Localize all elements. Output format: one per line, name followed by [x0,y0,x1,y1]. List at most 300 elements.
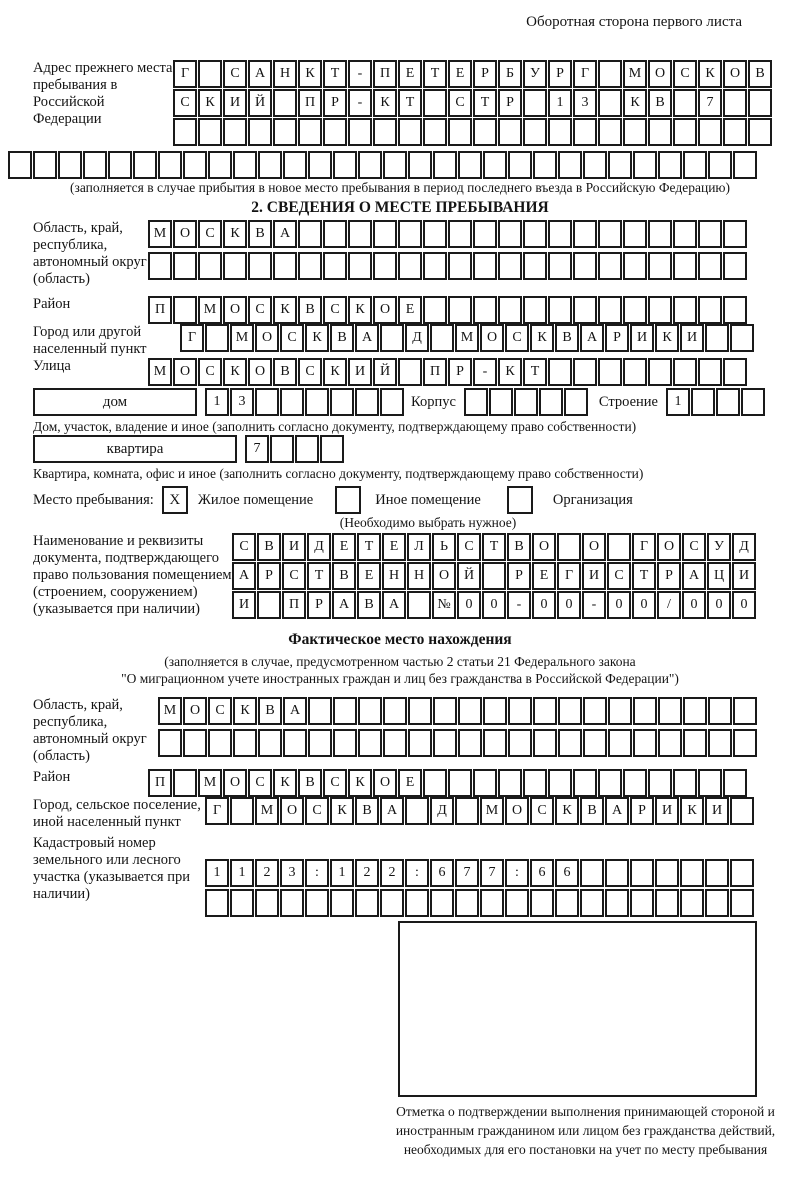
char-box [533,151,557,179]
stay-option-residential-checkbox: X [162,486,188,514]
char-box [330,889,354,917]
char-box: У [707,533,731,561]
char-box [248,252,272,280]
char-box [333,729,357,757]
char-box: 7 [455,859,479,887]
char-box: М [198,769,222,797]
char-box: Р [605,324,629,352]
char-box: С [305,797,329,825]
char-box: 0 [532,591,556,619]
prev-address-label: Адрес прежнего места пребывания в Российской Федерации [33,60,173,127]
char-box [270,435,294,463]
stay-note: (Необходимо выбрать нужное) [339,515,517,530]
char-box: А [382,591,406,619]
char-box [514,388,538,416]
char-box [598,296,622,324]
char-box: С [208,697,232,725]
char-box [433,729,457,757]
char-box: С [323,769,347,797]
char-box [433,697,457,725]
char-box: Г [205,797,229,825]
char-box: К [233,697,257,725]
char-box [330,388,354,416]
prev-address-boxes-row-2 [173,89,773,117]
char-box [473,220,497,248]
char-box: 7 [698,89,722,117]
char-box [555,889,579,917]
char-box [598,220,622,248]
char-box: Г [557,562,581,590]
char-box: Д [732,533,756,561]
char-box [398,358,422,386]
char-box [508,151,532,179]
char-box: : [305,859,329,887]
char-box [623,358,647,386]
char-box: И [655,797,679,825]
char-box [523,220,547,248]
char-box: Т [357,533,381,561]
char-box: 0 [632,591,656,619]
char-box [407,591,431,619]
char-box [373,220,397,248]
document-label: Наименование и реквизиты документа, подтверждающего право пользования помещением (строением, сооружением) (указывается при наличии) [33,533,232,617]
document-block [8,533,800,623]
char-box [608,697,632,725]
char-box: К [680,797,704,825]
stay-option-residential-label: Жилое помещение [197,492,314,508]
char-box: С [282,562,306,590]
char-box [533,729,557,757]
char-box [498,252,522,280]
char-box: С [607,562,631,590]
char-box [448,220,472,248]
char-box [580,889,604,917]
stay-type-row [33,486,800,514]
char-box: К [223,358,247,386]
char-box: В [273,358,297,386]
char-box: Й [373,358,397,386]
region-boxes-row-2 [148,252,748,280]
char-box [648,118,672,146]
stamp-box [398,921,757,1097]
char-box [733,729,757,757]
char-box [173,769,197,797]
char-box [348,252,372,280]
char-box [558,729,582,757]
char-box: К [198,89,222,117]
char-box: И [223,89,247,117]
char-box [633,729,657,757]
char-box: 0 [482,591,506,619]
char-box: Г [180,324,204,352]
char-box: А [605,797,629,825]
char-box [257,591,281,619]
char-box [598,118,622,146]
char-box [405,889,429,917]
char-box [273,89,297,117]
char-box [280,388,304,416]
char-box [573,769,597,797]
char-box [508,697,532,725]
char-box [380,889,404,917]
char-box [205,889,229,917]
char-box: Т [398,89,422,117]
char-box [630,889,654,917]
actual-region-boxes [158,697,758,761]
char-box [705,859,729,887]
char-box: О [373,769,397,797]
char-box [573,252,597,280]
char-box [573,220,597,248]
char-box [633,697,657,725]
stamp-note: Отметка о подтверждении выполнения принимающей стороной и иностранным гражданином или лицом без гражданства действий, необходимых для его постановки на учет по месту пребывания [395,1104,776,1157]
char-box [605,859,629,887]
char-box: Н [407,562,431,590]
char-box [8,151,32,179]
char-box: 7 [480,859,504,887]
char-box [730,889,754,917]
actual-region-boxes-row-1 [158,697,758,725]
char-box [658,729,682,757]
char-box: О [432,562,456,590]
char-box: - [582,591,606,619]
char-box: Т [423,60,447,88]
actual-district-label: Район [33,769,71,785]
char-box [683,151,707,179]
char-box: В [507,533,531,561]
char-box [698,769,722,797]
street-block [8,358,800,386]
char-box: Г [632,533,656,561]
char-box: Р [548,60,572,88]
actual-note-2: "О миграционном учете иностранных граждан и лиц без гражданства в Российской Федерации") [121,671,679,686]
char-box: К [323,358,347,386]
char-box: В [257,533,281,561]
char-box [698,252,722,280]
char-box [380,324,404,352]
char-box [380,388,404,416]
char-box: К [273,769,297,797]
char-box [448,769,472,797]
stay-option-other-label: Иное помещение [375,492,481,508]
char-box [148,252,172,280]
char-box [748,89,772,117]
char-box: И [732,562,756,590]
street-boxes [148,358,748,386]
stay-option-organization-checkbox [507,486,533,514]
char-box [448,252,472,280]
char-box [698,358,722,386]
char-box: С [280,324,304,352]
document-boxes-row-1 [232,533,757,561]
char-box: С [232,533,256,561]
char-box: 1 [205,388,229,416]
char-box: Р [498,89,522,117]
char-box: : [505,859,529,887]
char-box: О [532,533,556,561]
char-box [564,388,588,416]
char-box: Т [307,562,331,590]
char-box: - [507,591,531,619]
char-box: 0 [607,591,631,619]
char-box [348,118,372,146]
district-label: Район [33,296,71,312]
char-box: И [630,324,654,352]
char-box [483,729,507,757]
char-box: 0 [457,591,481,619]
char-box [733,151,757,179]
char-box [558,151,582,179]
char-box: : [405,859,429,887]
char-box: 1 [548,89,572,117]
actual-city-block [8,797,800,831]
char-box [673,89,697,117]
char-box [680,859,704,887]
char-box [683,729,707,757]
char-box [608,151,632,179]
char-box [673,769,697,797]
korpus-label: Корпус [411,394,456,410]
char-box: 2 [255,859,279,887]
actual-title: Фактическое место нахождения [288,631,512,648]
char-box [198,118,222,146]
char-box: А [580,324,604,352]
district-boxes [148,296,748,324]
char-box [108,151,132,179]
char-box: С [198,358,222,386]
char-box: М [158,697,182,725]
char-box [723,220,747,248]
char-box: К [223,220,247,248]
char-box: М [198,296,222,324]
char-box [708,729,732,757]
char-box: К [305,324,329,352]
char-box: В [332,562,356,590]
char-box: С [248,769,272,797]
char-box [233,151,257,179]
char-box: 3 [230,388,254,416]
char-box: Е [398,296,422,324]
char-box [730,859,754,887]
char-box: М [230,324,254,352]
char-box [723,252,747,280]
char-box [473,296,497,324]
char-box: В [355,797,379,825]
char-box [583,729,607,757]
char-box: В [298,769,322,797]
char-box [723,118,747,146]
char-box [198,252,222,280]
char-box: О [582,533,606,561]
city-label: Город или другой населенный пункт [33,324,147,357]
region-block [8,220,800,288]
char-box: К [273,296,297,324]
char-box [308,151,332,179]
char-box [530,889,554,917]
char-box [298,118,322,146]
char-box: В [555,324,579,352]
char-box: В [748,60,772,88]
char-box [258,729,282,757]
char-box [648,358,672,386]
char-box [355,388,379,416]
char-box: - [473,358,497,386]
char-box: О [173,220,197,248]
char-box: 1 [230,859,254,887]
char-box [716,388,740,416]
char-box: И [232,591,256,619]
char-box [655,889,679,917]
district-block [8,296,800,324]
char-box [355,889,379,917]
char-box [623,118,647,146]
char-box: О [223,296,247,324]
char-box: В [580,797,604,825]
char-box [498,220,522,248]
char-box: С [457,533,481,561]
char-box [498,296,522,324]
char-box [658,697,682,725]
char-box: 0 [557,591,581,619]
char-box: А [355,324,379,352]
char-box [383,697,407,725]
char-box: Г [573,60,597,88]
char-box [464,388,488,416]
char-box: Г [173,60,197,88]
char-box: В [330,324,354,352]
char-box: С [323,296,347,324]
char-box: А [273,220,297,248]
char-box: Р [630,797,654,825]
char-box [323,252,347,280]
char-box: Е [532,562,556,590]
char-box: 2 [355,859,379,887]
char-box [598,252,622,280]
char-box [523,118,547,146]
prev-address-boxes-row-1 [173,60,773,88]
char-box: С [530,797,554,825]
char-box: В [248,220,272,248]
char-box [548,296,572,324]
document-boxes-row-3 [232,591,757,619]
char-box [598,60,622,88]
char-box: М [480,797,504,825]
char-box [173,118,197,146]
char-box: А [232,562,256,590]
char-box: П [298,89,322,117]
char-box [583,697,607,725]
char-box [248,118,272,146]
char-box: М [255,797,279,825]
char-box [741,388,765,416]
char-box [298,220,322,248]
char-box [473,118,497,146]
char-box [273,252,297,280]
char-box [723,89,747,117]
char-box [455,797,479,825]
char-box: П [282,591,306,619]
region-boxes-row-1 [148,220,748,248]
char-box: М [148,358,172,386]
char-box: У [523,60,547,88]
char-box: Р [307,591,331,619]
char-box [673,220,697,248]
char-box: К [698,60,722,88]
actual-region-label: Область, край, республика, автономный округ (область) [33,697,147,764]
actual-city-label: Город, сельское поселение, иной населенный пункт [33,797,201,830]
char-box: Д [430,797,454,825]
region-label: Область, край, республика, автономный округ (область) [33,220,147,287]
char-box: О [223,769,247,797]
char-box [548,769,572,797]
char-box: В [298,296,322,324]
char-box [558,697,582,725]
char-box: О [248,358,272,386]
korpus-boxes [464,388,589,416]
char-box: 0 [732,591,756,619]
char-box: А [248,60,272,88]
char-box: 3 [573,89,597,117]
char-box: / [657,591,681,619]
char-box [539,388,563,416]
char-box: И [705,797,729,825]
char-box [373,252,397,280]
house-note: Дом, участок, владение и иное (заполнить согласно документу, подтверждающему право собственности) [33,419,637,434]
char-box [548,220,572,248]
char-box [255,388,279,416]
char-box [280,889,304,917]
char-box [398,220,422,248]
char-box: О [480,324,504,352]
char-box [398,252,422,280]
char-box [705,889,729,917]
char-box [533,697,557,725]
char-box [557,533,581,561]
char-box [548,252,572,280]
char-box: Р [473,60,497,88]
char-box: И [282,533,306,561]
char-box: К [373,89,397,117]
char-box: 3 [280,859,304,887]
char-box: О [183,697,207,725]
char-box [283,151,307,179]
char-box [673,296,697,324]
char-box: № [432,591,456,619]
char-box [630,859,654,887]
char-box: А [332,591,356,619]
char-box: О [723,60,747,88]
char-box [333,151,357,179]
actual-district-boxes [148,769,748,797]
char-box [333,697,357,725]
char-box [33,151,57,179]
char-box [133,151,157,179]
char-box [623,220,647,248]
char-box: 6 [530,859,554,887]
char-box [648,252,672,280]
char-box: П [148,769,172,797]
char-box [205,324,229,352]
char-box [198,60,222,88]
char-box: 1 [205,859,229,887]
char-box [483,151,507,179]
char-box [323,220,347,248]
char-box: М [623,60,647,88]
char-box [408,151,432,179]
char-box [673,252,697,280]
char-box [673,118,697,146]
char-box: 6 [555,859,579,887]
